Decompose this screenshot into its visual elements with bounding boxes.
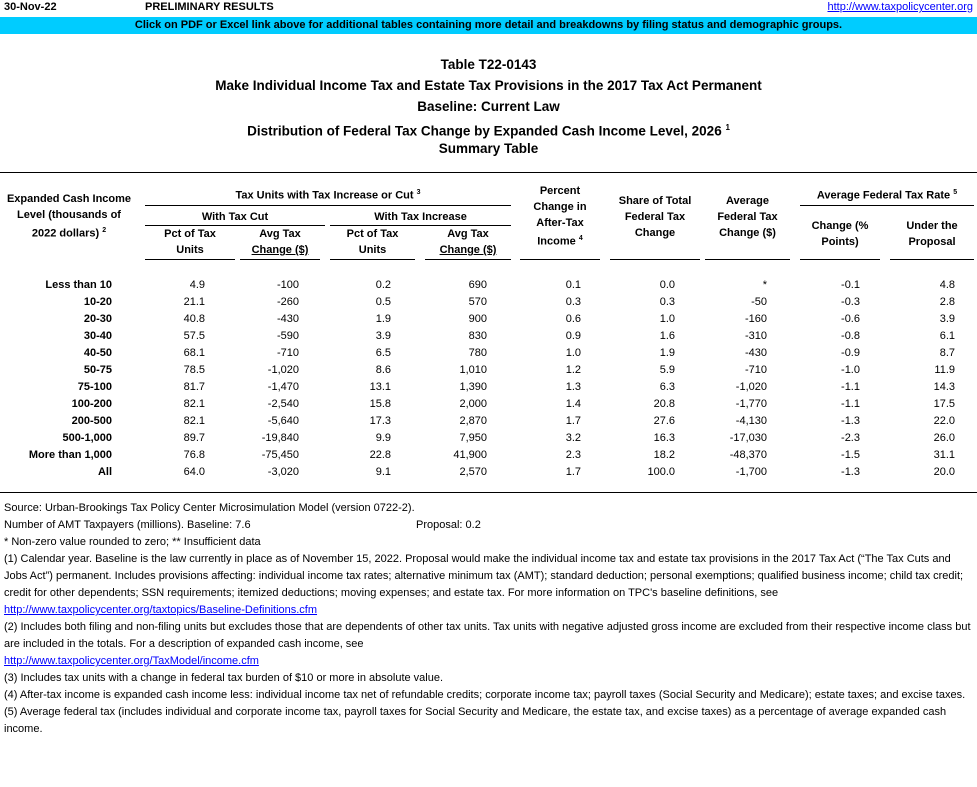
cell-pct-after: 0.3 xyxy=(565,296,581,308)
cell-rate: 14.3 xyxy=(933,381,955,393)
cell-cut-avg: -710 xyxy=(276,347,299,359)
cell-cut-avg: -590 xyxy=(276,330,299,342)
symbols-note: * Non-zero value rounded to zero; ** Insufficient data xyxy=(4,536,261,548)
footnote-2: (2) Includes both filing and non-filing units but excludes those that are dependents of other tax units. Tax units with negative adjusted gross income are excluded from their respective income class but are included in the totals. For a description of expanded cash income, see xyxy=(4,621,971,650)
cell-inc-avg: 2,000 xyxy=(459,398,487,410)
cell-avg-fed: -1,700 xyxy=(735,466,767,478)
table-id: Table T22-0143 xyxy=(440,57,537,72)
header-col-rule-4 xyxy=(425,259,511,260)
cell-inc-pct: 0.5 xyxy=(375,296,391,308)
table-row xyxy=(0,413,977,430)
cell-cut-avg: -3,020 xyxy=(267,466,299,478)
cell-rate: 3.9 xyxy=(939,313,955,325)
cell-rate-chg: -2.3 xyxy=(841,432,860,444)
row-label: 10-20 xyxy=(83,296,112,308)
cell-cut-pct: 81.7 xyxy=(183,381,205,393)
table-row xyxy=(0,396,977,413)
cell-pct-after: 3.2 xyxy=(565,432,581,444)
summary-title: Summary Table xyxy=(438,141,539,156)
cell-rate-chg: -0.8 xyxy=(841,330,860,342)
cell-cut-pct: 89.7 xyxy=(183,432,205,444)
header-avg-fed: Average Federal Tax Change ($) xyxy=(717,195,778,239)
amt-note: Number of AMT Taxpayers (millions). Baseline: 7.6 Proposal: 0.2 xyxy=(4,519,481,531)
header-rate-change: Change (% Points) xyxy=(811,220,869,248)
header-rate-under: Under the Proposal xyxy=(906,220,958,248)
table-row xyxy=(0,362,977,379)
cell-cut-pct: 21.1 xyxy=(183,296,205,308)
cell-cut-pct: 64.0 xyxy=(183,466,205,478)
header-income-level: Expanded Cash Income Level (thousands of 2022 dollars) $^2$ xyxy=(6,193,132,240)
cell-inc-avg: 900 xyxy=(468,313,487,325)
cell-share: 0.0 xyxy=(659,279,675,291)
table-row xyxy=(0,430,977,447)
cell-share: 1.6 xyxy=(659,330,675,342)
cell-share: 20.8 xyxy=(653,398,675,410)
cell-inc-avg: 7,950 xyxy=(459,432,487,444)
cell-cut-pct: 57.5 xyxy=(183,330,205,342)
table-row xyxy=(0,277,977,294)
cell-inc-pct: 9.1 xyxy=(375,466,391,478)
cell-avg-fed: -1,770 xyxy=(735,398,767,410)
cell-rate: 26.0 xyxy=(933,432,955,444)
footnote-1: (1) Calendar year. Baseline is the law currently in place as of November 15, 2022. Proposal would make the individual income tax and estate tax provisions in the 2017 Tax Act (“The Tax Cuts and Jobs Act”) permanent. Includes provisions affecting: individual income tax rates; alternative minimum tax (AMT); standard deduction; personal exemptions; qualified business income; child tax credit; credit for other dependents; SSN requirements; itemized deductions; moving expenses; and estate tax. For more information on TPC's baseline definitions, see xyxy=(4,553,964,599)
row-label: 500-1,000 xyxy=(62,432,112,444)
row-label: More than 1,000 xyxy=(28,449,112,461)
cell-inc-avg: 780 xyxy=(468,347,487,359)
row-label: 100-200 xyxy=(71,398,112,410)
cell-inc-pct: 17.3 xyxy=(369,415,391,427)
cell-inc-pct: 3.9 xyxy=(375,330,391,342)
cell-inc-pct: 8.6 xyxy=(375,364,391,376)
cell-share: 27.6 xyxy=(653,415,675,427)
header-units-group: Tax Units with Tax Increase or Cut $^3$ xyxy=(235,189,421,202)
header-with-increase: With Tax Increase xyxy=(374,211,467,223)
cell-inc-avg: 830 xyxy=(468,330,487,342)
source-note: Source: Urban-Brookings Tax Policy Center Microsimulation Model (version 0722-2). xyxy=(4,502,415,514)
cell-share: 6.3 xyxy=(659,381,675,393)
cell-inc-avg: 2,570 xyxy=(459,466,487,478)
cell-pct-after: 1.7 xyxy=(565,466,581,478)
cell-rate: 20.0 xyxy=(933,466,955,478)
cell-pct-after: 1.2 xyxy=(565,364,581,376)
cell-pct-after: 2.3 xyxy=(565,449,581,461)
cell-avg-fed: -1,020 xyxy=(735,381,767,393)
row-label: 30-40 xyxy=(83,330,112,342)
baseline-definitions-link[interactable]: http://www.taxpolicycenter.org/taxtopics/Baseline-Definitions.cfm xyxy=(4,604,318,616)
cell-rate: 22.0 xyxy=(933,415,955,427)
cell-share: 0.3 xyxy=(659,296,675,308)
cell-rate-chg: -1.0 xyxy=(841,364,860,376)
cell-cut-pct: 82.1 xyxy=(183,398,205,410)
cell-rate-chg: -1.3 xyxy=(841,415,860,427)
header-share: Share of Total Federal Tax Change xyxy=(618,195,692,239)
cell-cut-avg: -1,470 xyxy=(267,381,299,393)
cell-rate: 8.7 xyxy=(939,347,955,359)
header-rate-rule xyxy=(800,205,974,206)
header-col-rule-8 xyxy=(800,259,880,260)
site-link[interactable]: http://www.taxpolicycenter.org xyxy=(827,1,973,13)
row-label: 75-100 xyxy=(77,381,112,393)
footnote-5: (5) Average federal tax (includes individual and corporate income tax, payroll taxes for Social Security and Medicare, the estate tax, and excise taxes) as a percentage of average expanded cash income. xyxy=(4,706,947,735)
cell-rate-chg: -0.6 xyxy=(841,313,860,325)
cell-inc-pct: 13.1 xyxy=(369,381,391,393)
cell-avg-fed: -310 xyxy=(744,330,767,342)
header-col-rule-3 xyxy=(330,259,415,260)
header-units-rule xyxy=(145,205,511,206)
cell-rate-chg: -1.1 xyxy=(841,381,860,393)
table-row xyxy=(0,328,977,345)
footnote-3: (3) Includes tax units with a change in federal tax burden of $10 or more in absolute value. xyxy=(4,672,444,684)
cell-cut-avg: -100 xyxy=(276,279,299,291)
cell-inc-avg: 570 xyxy=(468,296,487,308)
cell-inc-avg: 41,900 xyxy=(453,449,487,461)
table-bottom-rule xyxy=(0,492,977,493)
table-titles xyxy=(0,55,977,160)
cell-share: 16.3 xyxy=(653,432,675,444)
cell-avg-fed: -160 xyxy=(744,313,767,325)
header-avg-rate: Average Federal Tax Rate $^5$ xyxy=(816,189,958,202)
cell-rate-chg: -1.5 xyxy=(841,449,860,461)
header-col-rule-5 xyxy=(520,259,600,260)
cell-inc-pct: 0.2 xyxy=(375,279,391,291)
cell-pct-after: 1.7 xyxy=(565,415,581,427)
cell-rate-chg: -0.9 xyxy=(841,347,860,359)
table-row xyxy=(0,464,977,481)
cell-avg-fed: * xyxy=(762,279,767,291)
cell-pct-after: 1.4 xyxy=(565,398,581,410)
cell-pct-after: 0.6 xyxy=(565,313,581,325)
cell-cut-avg: -2,540 xyxy=(267,398,299,410)
header-col-rule-1 xyxy=(145,259,235,260)
cell-inc-avg: 2,870 xyxy=(459,415,487,427)
row-label: 50-75 xyxy=(83,364,112,376)
cell-pct-after: 0.1 xyxy=(565,279,581,291)
distribution-title: Distribution of Federal Tax Change by Expanded Cash Income Level, 2026 $^1$ xyxy=(247,123,730,139)
income-definition-link[interactable]: http://www.taxpolicycenter.org/TaxModel/income.cfm xyxy=(4,655,259,667)
cell-cut-pct: 76.8 xyxy=(183,449,205,461)
cell-rate: 4.8 xyxy=(939,279,955,291)
header-inc-pct: Pct of Tax Units xyxy=(346,228,399,256)
cell-cut-avg: -5,640 xyxy=(267,415,299,427)
cell-avg-fed: -17,030 xyxy=(729,432,767,444)
cell-inc-pct: 9.9 xyxy=(375,432,391,444)
top-bar xyxy=(0,0,977,15)
status-label: PRELIMINARY RESULTS xyxy=(145,1,274,13)
cell-inc-avg: 690 xyxy=(468,279,487,291)
cell-share: 18.2 xyxy=(653,449,675,461)
cell-cut-pct: 68.1 xyxy=(183,347,205,359)
cell-inc-pct: 15.8 xyxy=(369,398,391,410)
table-row xyxy=(0,379,977,396)
cell-cut-pct: 40.8 xyxy=(183,313,205,325)
table-row xyxy=(0,294,977,311)
table-row xyxy=(0,447,977,464)
row-label: All xyxy=(97,466,112,478)
header-inc-avg: Avg Tax Change ($) xyxy=(439,228,497,256)
header-top-rule xyxy=(0,172,977,173)
cell-rate: 6.1 xyxy=(939,330,955,342)
report-date: 30-Nov-22 xyxy=(4,1,57,13)
cell-inc-avg: 1,390 xyxy=(459,381,487,393)
table-row xyxy=(0,345,977,362)
footnote-4: (4) After-tax income is expanded cash income less: individual income tax net of refundable credits; corporate income tax; payroll taxes (Social Security and Medicare); estate taxes; and excise taxes. xyxy=(4,689,966,701)
cell-inc-avg: 1,010 xyxy=(459,364,487,376)
header-col-rule-7 xyxy=(705,259,790,260)
baseline-title: Baseline: Current Law xyxy=(417,99,560,114)
cell-cut-pct: 82.1 xyxy=(183,415,205,427)
cell-cut-pct: 78.5 xyxy=(183,364,205,376)
cell-inc-pct: 6.5 xyxy=(375,347,391,359)
row-label: 40-50 xyxy=(83,347,112,359)
table-row xyxy=(0,311,977,328)
cell-share: 1.0 xyxy=(659,313,675,325)
cell-avg-fed: -48,370 xyxy=(729,449,767,461)
cell-cut-avg: -260 xyxy=(276,296,299,308)
cell-pct-after: 1.3 xyxy=(565,381,581,393)
row-label: 200-500 xyxy=(71,415,112,427)
header-pct-after-tax: Percent Change in After-Tax Income $^4$ xyxy=(533,185,587,248)
cell-share: 1.9 xyxy=(659,347,675,359)
cell-rate: 11.9 xyxy=(934,364,955,376)
cell-cut-avg: -19,840 xyxy=(261,432,299,444)
header-cut-avg: Avg Tax Change ($) xyxy=(251,228,309,256)
cell-cut-avg: -430 xyxy=(276,313,299,325)
header-with-cut: With Tax Cut xyxy=(201,211,269,223)
header-col-rule-6 xyxy=(610,259,700,260)
cell-rate-chg: -1.3 xyxy=(841,466,860,478)
cell-cut-pct: 4.9 xyxy=(189,279,205,291)
header-col-rule-2 xyxy=(240,259,320,260)
header-col-rule-9 xyxy=(890,259,974,260)
info-banner: Click on PDF or Excel link above for additional tables containing more detail and breakdowns by filing status and demographic groups. xyxy=(0,17,977,34)
cell-share: 5.9 xyxy=(659,364,675,376)
cell-rate: 17.5 xyxy=(933,398,955,410)
header-cut-pct: Pct of Tax Units xyxy=(164,228,216,256)
cell-avg-fed: -710 xyxy=(744,364,767,376)
cell-rate-chg: -0.3 xyxy=(841,296,860,308)
cell-avg-fed: -50 xyxy=(751,296,767,308)
cell-inc-pct: 1.9 xyxy=(375,313,391,325)
cell-rate: 31.1 xyxy=(933,449,955,461)
table-title: Make Individual Income Tax and Estate Tax Provisions in the 2017 Tax Act Permanent xyxy=(215,78,762,93)
cell-rate-chg: -0.1 xyxy=(841,279,860,291)
cell-rate-chg: -1.1 xyxy=(841,398,860,410)
footnotes xyxy=(4,500,972,738)
cell-cut-avg: -75,450 xyxy=(261,449,299,461)
cell-pct-after: 1.0 xyxy=(565,347,581,359)
cell-avg-fed: -4,130 xyxy=(735,415,767,427)
row-label: 20-30 xyxy=(83,313,112,325)
cell-share: 100.0 xyxy=(647,466,675,478)
cell-cut-avg: -1,020 xyxy=(267,364,299,376)
row-label: Less than 10 xyxy=(45,279,112,291)
cell-avg-fed: -430 xyxy=(744,347,767,359)
cell-rate: 2.8 xyxy=(939,296,955,308)
cell-pct-after: 0.9 xyxy=(565,330,581,342)
cell-inc-pct: 22.8 xyxy=(369,449,391,461)
